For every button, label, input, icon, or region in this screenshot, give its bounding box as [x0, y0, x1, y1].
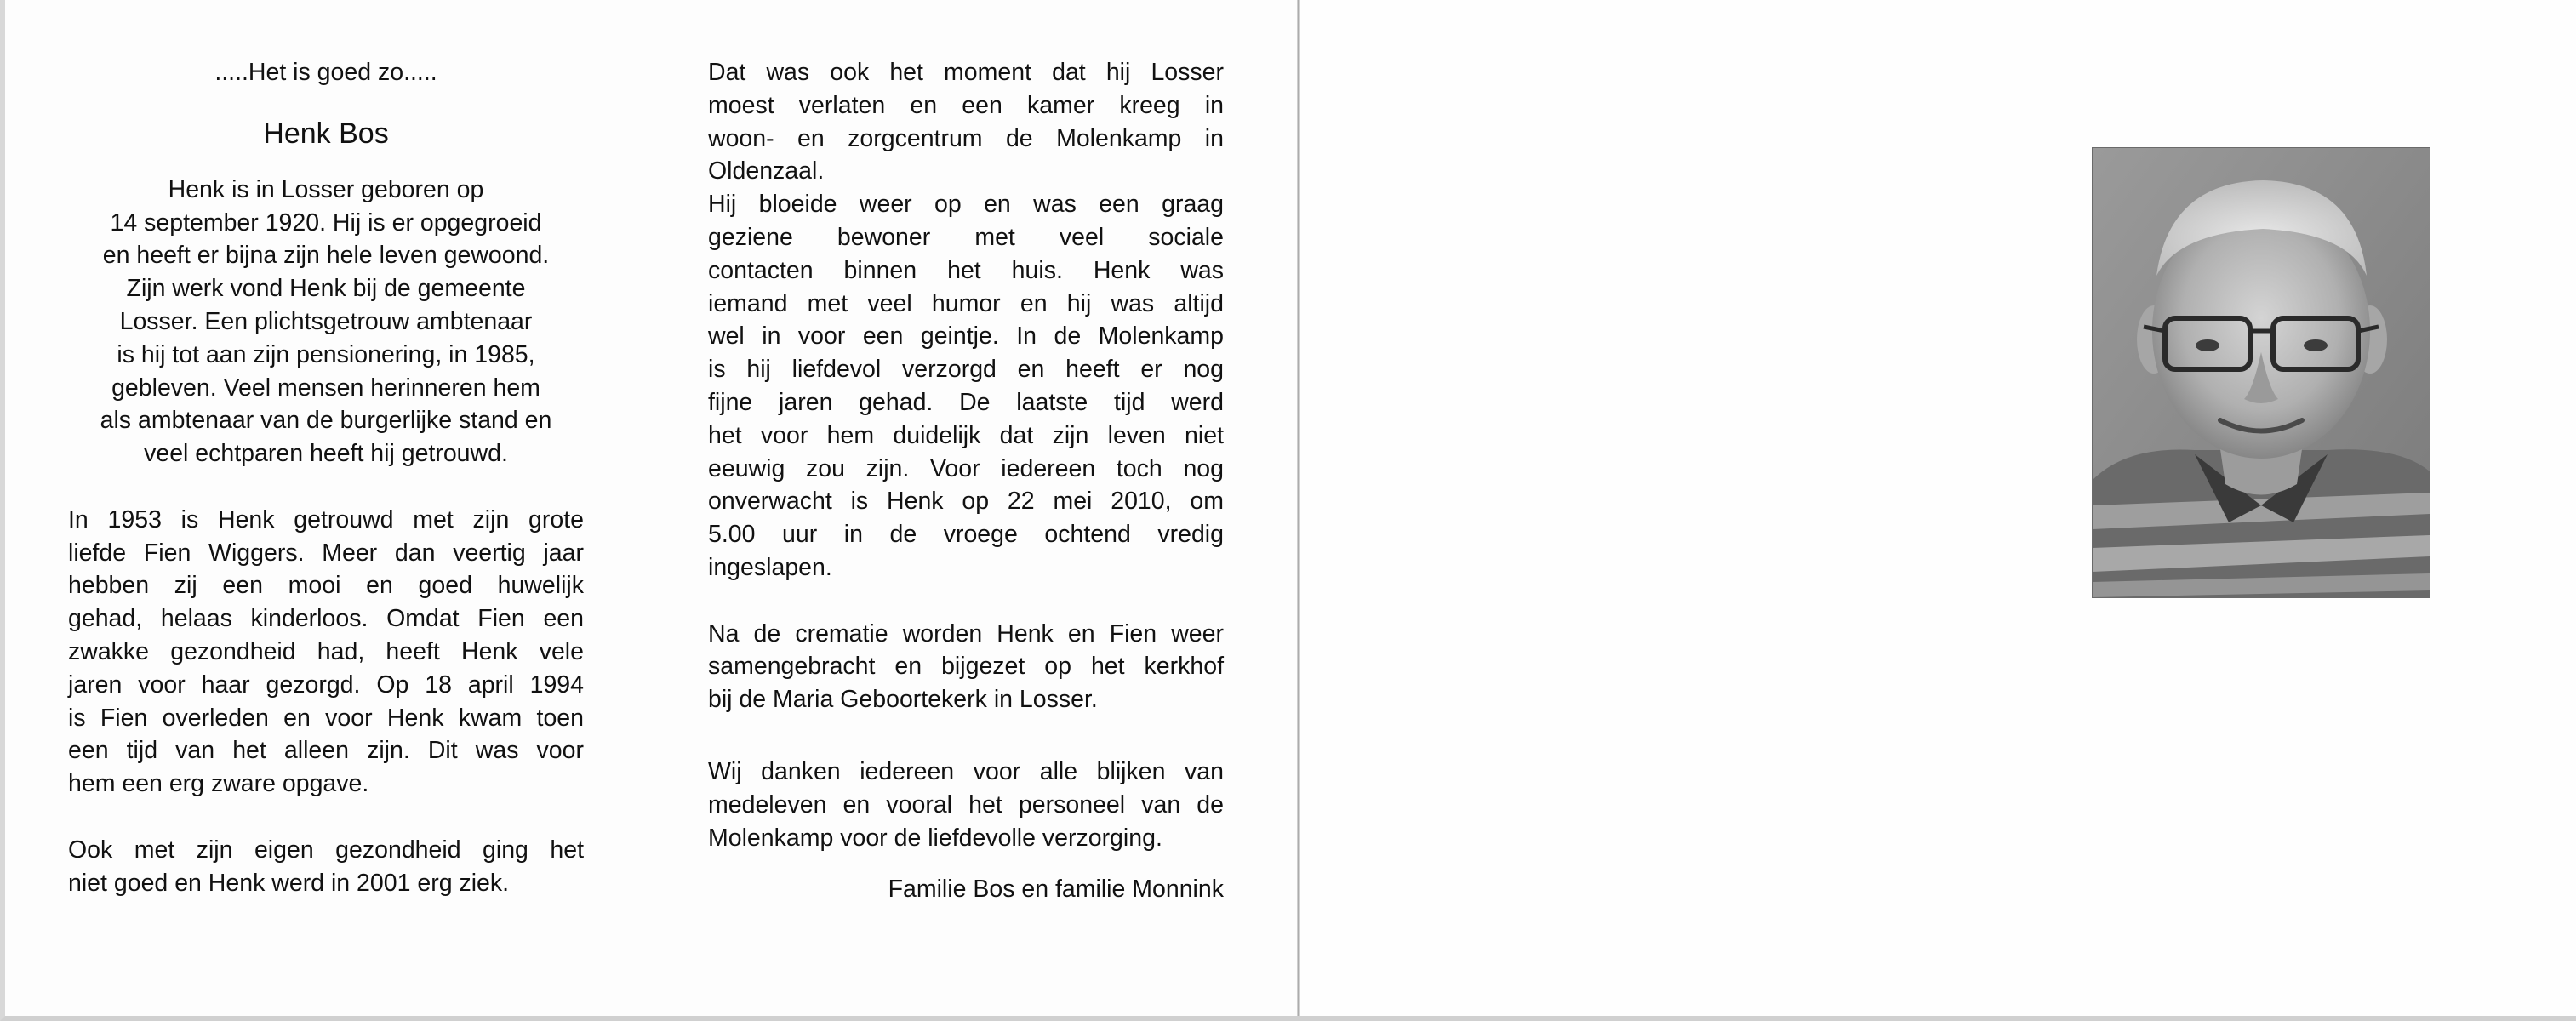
text-line: samengebracht en bijgezet op het kerkhof [708, 653, 1224, 681]
text-line: Na de crematie worden Henk en Fien weer [708, 619, 1224, 647]
text-line: ingeslapen. [708, 553, 832, 581]
text-line: is Fien overleden en voor Henk kwam toen [68, 704, 584, 732]
paragraph-health [68, 834, 584, 900]
text-line: Losser. Een plichtsgetrouw ambtenaar [119, 307, 533, 335]
paragraph-molenkamp [708, 188, 1224, 585]
deceased-name: Henk Bos [263, 117, 389, 150]
text-line: is hij tot aan zijn pensionering, in 1985, [117, 340, 535, 368]
portrait-photo [2093, 148, 2430, 597]
text-line: woon- en zorgcentrum de Molenkamp in [708, 124, 1224, 152]
text-line: als ambtenaar van de burgerlijke stand en [100, 407, 552, 435]
text-line: hebben zij een mooi en goed huwelijk [68, 572, 584, 600]
text-line: medeleven en vooral het personeel van de [708, 790, 1224, 819]
text-line: jaren voor haar gezorgd. Op 18 april 1994 [68, 670, 584, 699]
text-line: Dat was ook het moment dat hij Losser [708, 59, 1224, 86]
text-line: het voor hem duidelijk dat zijn leven niet [708, 421, 1224, 449]
text-line: wel in voor een geintje. In de Molenkamp [708, 322, 1224, 351]
text-line: eeuwig zou zijn. Voor iedereen toch nog [708, 454, 1224, 482]
text-line: Zijn werk vond Henk bij de gemeente [126, 275, 526, 303]
text-line: niet goed en Henk werd in 2001 erg ziek. [68, 869, 510, 897]
text-column-1 [68, 56, 584, 899]
paragraph-life [68, 174, 584, 471]
text-line: Ook met zijn eigen gezondheid ging het [68, 836, 584, 864]
text-line: en heeft er bijna zijn hele leven gewoond. [102, 242, 550, 270]
text-line: geziene bewoner met veel sociale [708, 223, 1224, 251]
text-line: Hij bloeide weer op en was een graag [708, 191, 1224, 219]
text-line: liefde Fien Wiggers. Meer dan veertig jaar [68, 539, 584, 567]
paragraph-marriage [68, 504, 584, 801]
text-line: gehad, helaas kinderloos. Omdat Fien een [68, 605, 584, 633]
text-line: 14 september 1920. Hij is er opgegroeid [110, 208, 542, 237]
text-column-2 [708, 56, 1224, 906]
text-line: iemand met veel humor en hij was altijd [708, 289, 1224, 317]
text-line: contacten binnen het huis. Henk was [708, 256, 1224, 284]
text-line: fijne jaren gehad. De laatste tijd werd [708, 388, 1224, 416]
family-signature: Familie Bos en familie Monnink [888, 876, 1224, 904]
text-line: is hij liefdevol verzorgd en heeft er nog [708, 356, 1224, 384]
text-line: een tijd van het alleen zijn. Dit was voor [68, 737, 584, 765]
text-line: Molenkamp voor de liefdevolle verzorging. [708, 824, 1162, 852]
text-line: Wij danken iedereen voor alle blijken van [708, 757, 1224, 785]
text-line: bij de Maria Geboortekerk in Losser. [708, 686, 1098, 714]
text-line: moest verlaten en een kamer kreeg in [708, 91, 1224, 119]
text-line: In 1953 is Henk getrouwd met zijn grote [68, 505, 584, 533]
paragraph-thanks [708, 756, 1224, 854]
text-line: veel echtparen heeft hij getrouwd. [144, 440, 508, 468]
text-line: hem een erg zware opgave. [68, 770, 369, 798]
paragraph-cremation [708, 618, 1224, 716]
text-line: Henk is in Losser geboren op [168, 175, 484, 203]
paragraph-move [708, 56, 1224, 188]
left-panel [5, 0, 1297, 1016]
text-line: gebleven. Veel mensen herinneren hem [111, 374, 540, 402]
text-line: 5.00 uur in de vroege ochtend vredig [708, 521, 1224, 549]
text-line: zwakke gezondheid had, heeft Henk vele [68, 637, 584, 665]
motto: .....Het is goed zo..... [214, 59, 437, 86]
text-line: onverwacht is Henk op 22 mei 2010, om [708, 488, 1224, 516]
text-line: Oldenzaal. [708, 157, 825, 185]
